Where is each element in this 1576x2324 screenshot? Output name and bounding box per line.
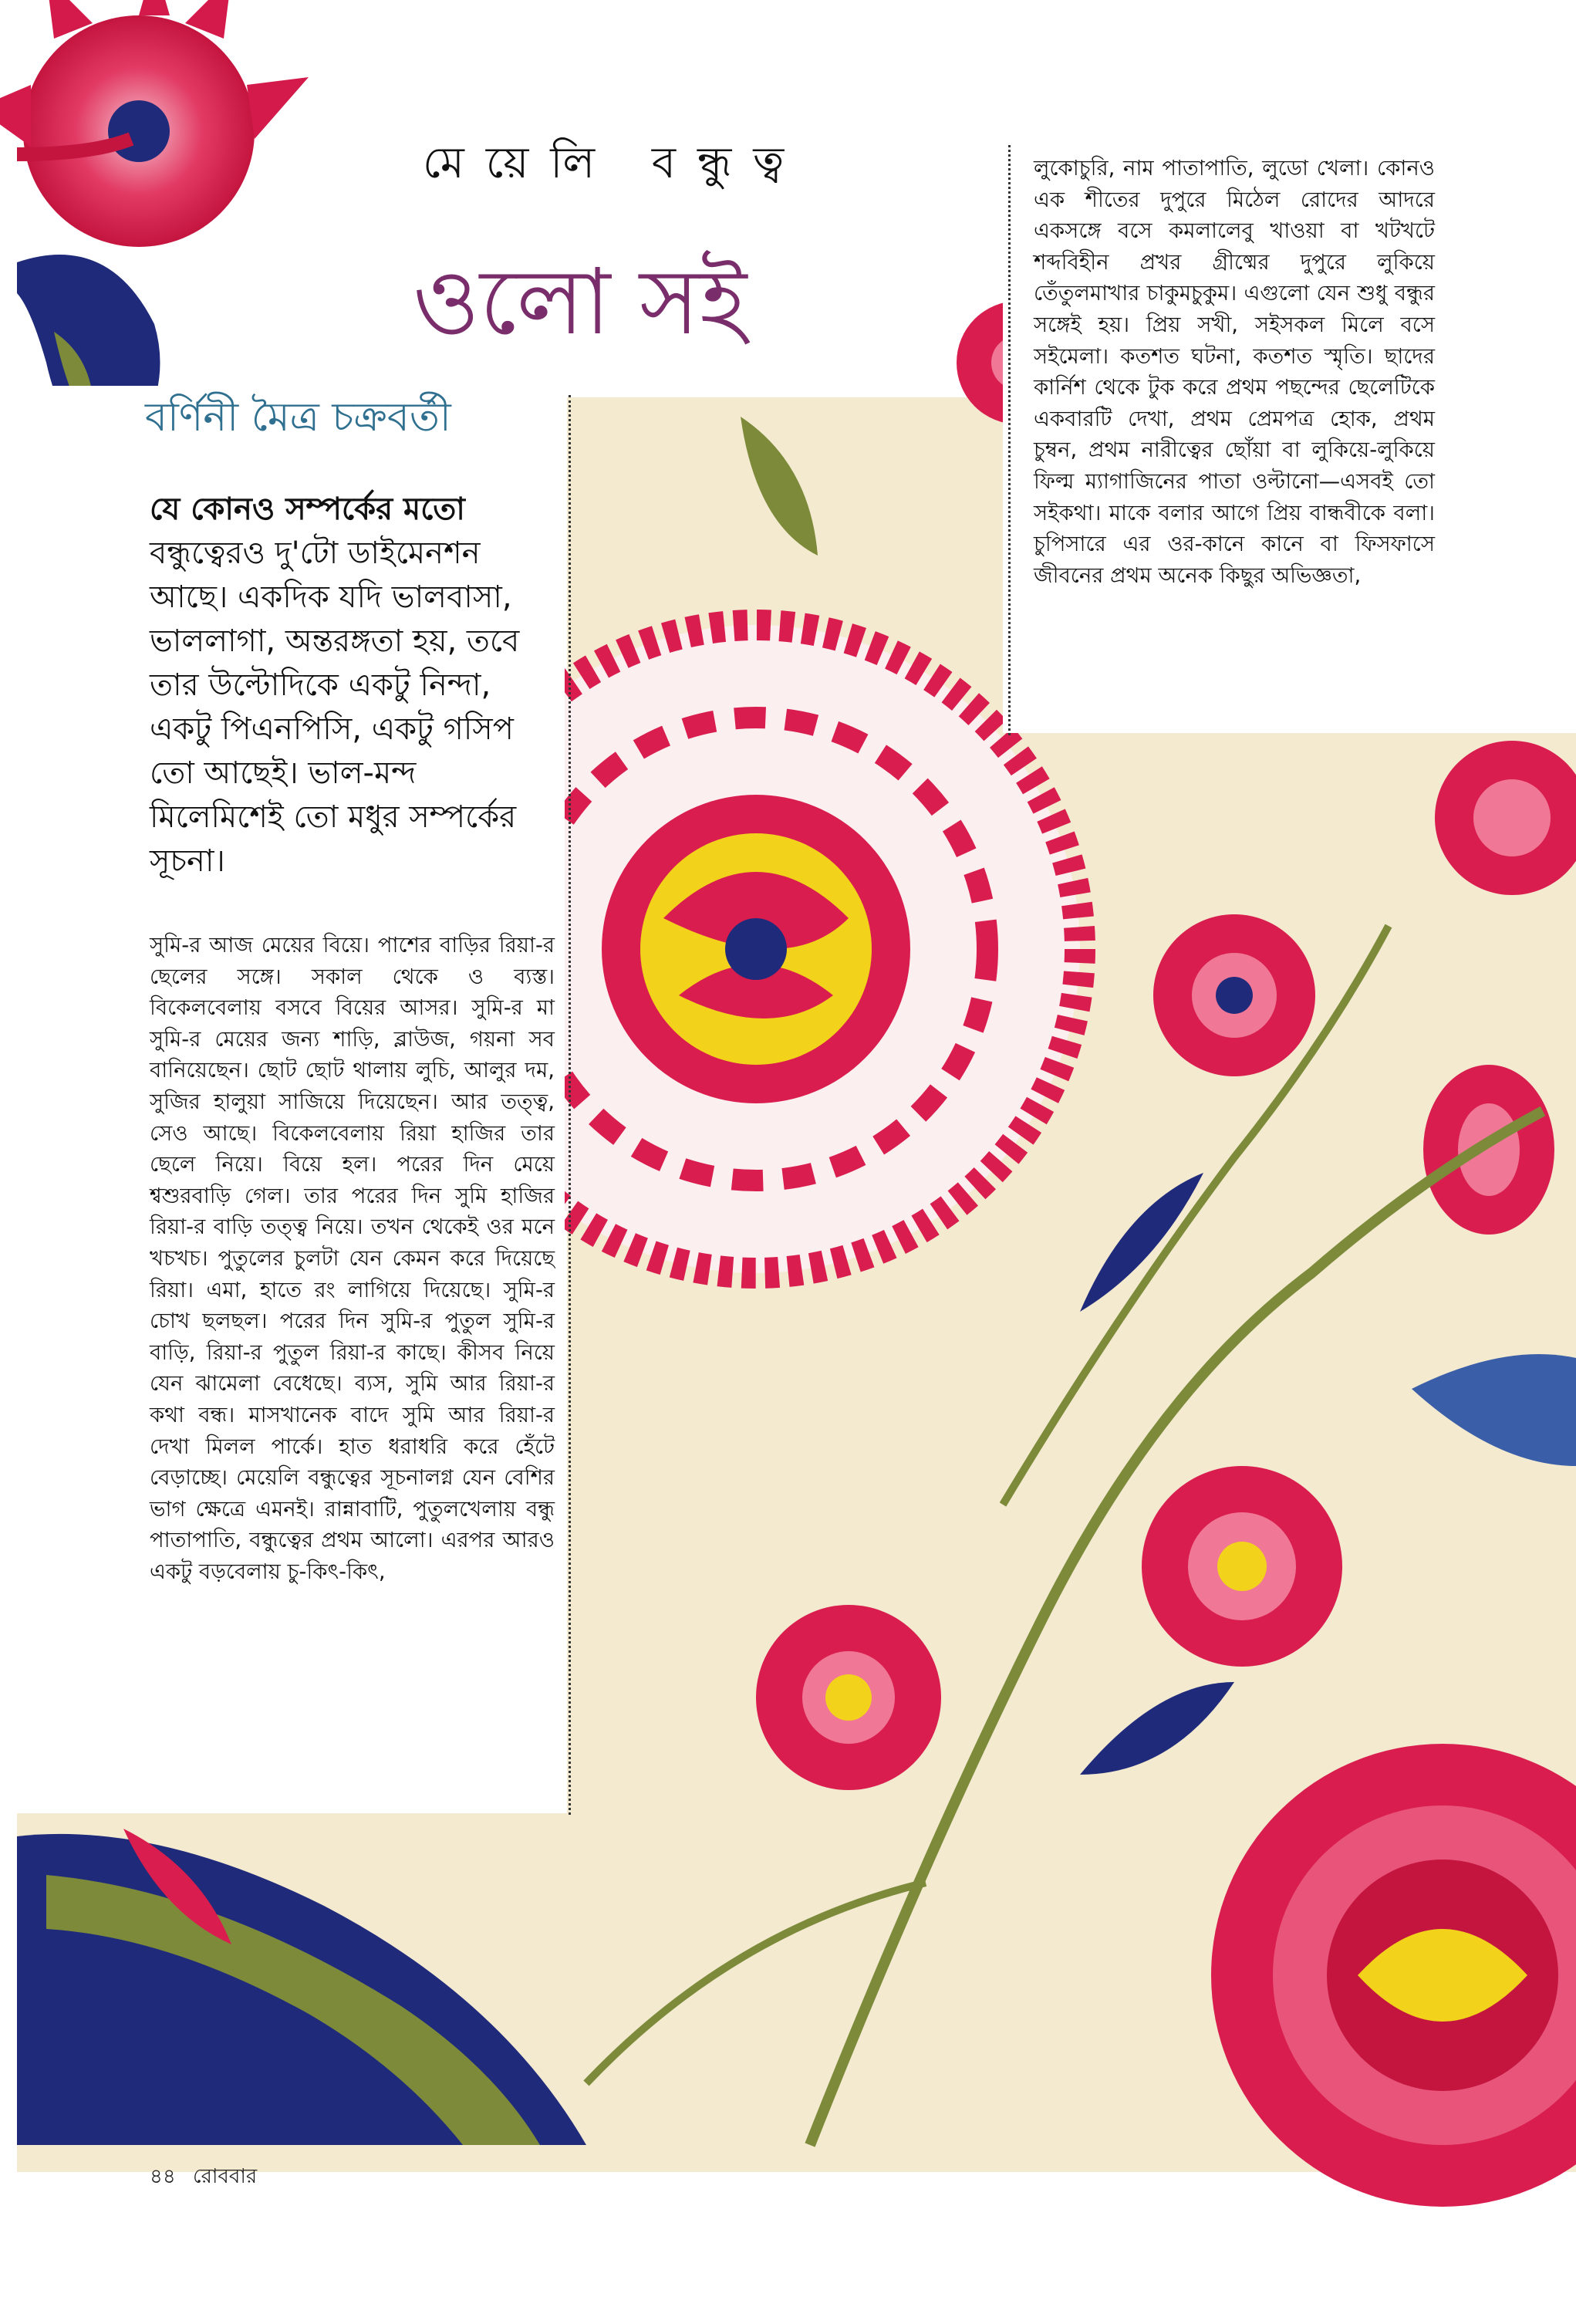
section-kicker: মেয়েলি বন্ধুত্ব [423, 138, 806, 188]
standfirst-rest: বন্ধুত্বেরও দু'টো ডাইমেনশন আছে। একদিক যদি ভালবাসা, ভাললাগা, অন্তরঙ্গতা হয়, তবে তার উল্টোদিকে একটু নিন্দা, একটু পিএনপিসি, একটু গসিপ তো আছেই। ভাল-মন্দ মিলেমিশেই তো মধুর সম্পর্কের সূচনা। [150, 535, 520, 879]
text-panel-right-top [964, 0, 1576, 147]
standfirst-lead: যে কোনও সম্পর্কের মতো [150, 491, 465, 527]
body-paragraph-left: সুমি-র আজ মেয়ের বিয়ে। পাশের বাড়ির রিয়া-র ছেলের সঙ্গে। সকাল থেকে ও ব্যস্ত। বিকেলবেলায় বসবে বিয়ের আসর। সুমি-র মা সুমি-র মেয়ের জন্য শাড়ি, ব্লাউজ, গয়না সব বানিয়েছেন। ছোট ছোট থালায় লুচি, আলুর দম, সুজির হালুয়া সাজিয়ে দিয়েছেন। আর তত্ত্ব, সেও আছে। বিকেলবেলায় রিয়া হাজির তার ছেলে নিয়ে। বিয়ে হল। পরের দিন মেয়ে শ্বশুরবাড়ি গেল। তার পরের দিন সুমি হাজির রিয়া-র বাড়ি তত্ত্ব নিয়ে। তখন থেকেই ওর মনে খচখচ। পুতুলের চুলটা যেন কেমন করে দিয়েছে রিয়া। এমা, হাতে রং লাগিয়ে দিয়েছে। সুমি-র চোখ ছলছল। পরের দিন সুমি-র পুতুল সুমি-র বাড়ি, রিয়া-র পুতুল রিয়া-র কাছে। কীসব নিয়ে যেন ঝামেলা বেধেছে। ব্যস, সুমি আর রিয়া-র কথা বন্ধ। মাসখানেক বাদে সুমি আর রিয়া-র দেখা মিলল পার্কে। হাত ধরাধরি করে হেঁটে বেড়াচ্ছে। মেয়েলি বন্ধুত্বের সূচনালগ্ন যেন বেশির ভাগ ক্ষেত্রে এমনই। রান্নাবাটি, পুতুলখেলায় বন্ধু পাতাপাতি, বন্ধুত্বের প্রথম আলো। এরপর আরও একটু বড়বেলায় চু-কিৎ-কিৎ, [150, 933, 555, 1584]
blossom-5 [1423, 1065, 1554, 1235]
body-column-right [1034, 153, 1435, 591]
page-number: ৪৪ [150, 2165, 176, 2188]
blossom-1 [1153, 914, 1315, 1076]
blossom-2 [1142, 1466, 1342, 1667]
blossom-3 [756, 1605, 941, 1790]
page-folio [150, 2160, 268, 2194]
standfirst [150, 488, 555, 883]
column-rule-left [569, 395, 571, 1815]
magazine-name: রোববার [193, 2165, 258, 2188]
body-paragraph-right: লুকোচুরি, নাম পাতাপাতি, লুডো খেলা। কোনও এক শীতের দুপুরে মিঠেল রোদের আদরে একসঙ্গে বসে কমলালেবু খাওয়া বা খটখটে শব্দবিহীন প্রখর গ্রীষ্মের দুপুরে লুকিয়ে তেঁতুলমাখার চাকুমচুকুম। এগুলো যেন শুধু বন্ধুর সঙ্গেই হয়। প্রিয় সখী, সইসকল মিলে বসে সইমেলা। কতশত ঘটনা, কতশত স্মৃতি। ছাদের কার্নিশ থেকে টুক করে প্রথম পছন্দের ছেলেটিকে একবারটি দেখা, প্রথম প্রেমপত্র হোক, প্রথম চুম্বন, প্রথম নারীত্বের ছোঁয়া বা লুকিয়ে-লুকিয়ে ফিল্ম ম্যাগাজিনের পাতা ওল্টানো—এসবই তো সইকথা। মাকে বলার আগে প্রিয় বান্ধবীকে বলা। চুপিসারে এর ওর-কানে কানে বা ফিসফাসে জীবনের প্রথম অনেক কিছুর অভিজ্ঞতা, [1034, 156, 1435, 588]
byline: বর্ণিনী মৈত্র চক্রবর্তী [145, 394, 451, 441]
body-column-left [150, 930, 555, 1587]
headline: ওলো সই [413, 248, 748, 355]
column-rule-right [1008, 145, 1011, 735]
